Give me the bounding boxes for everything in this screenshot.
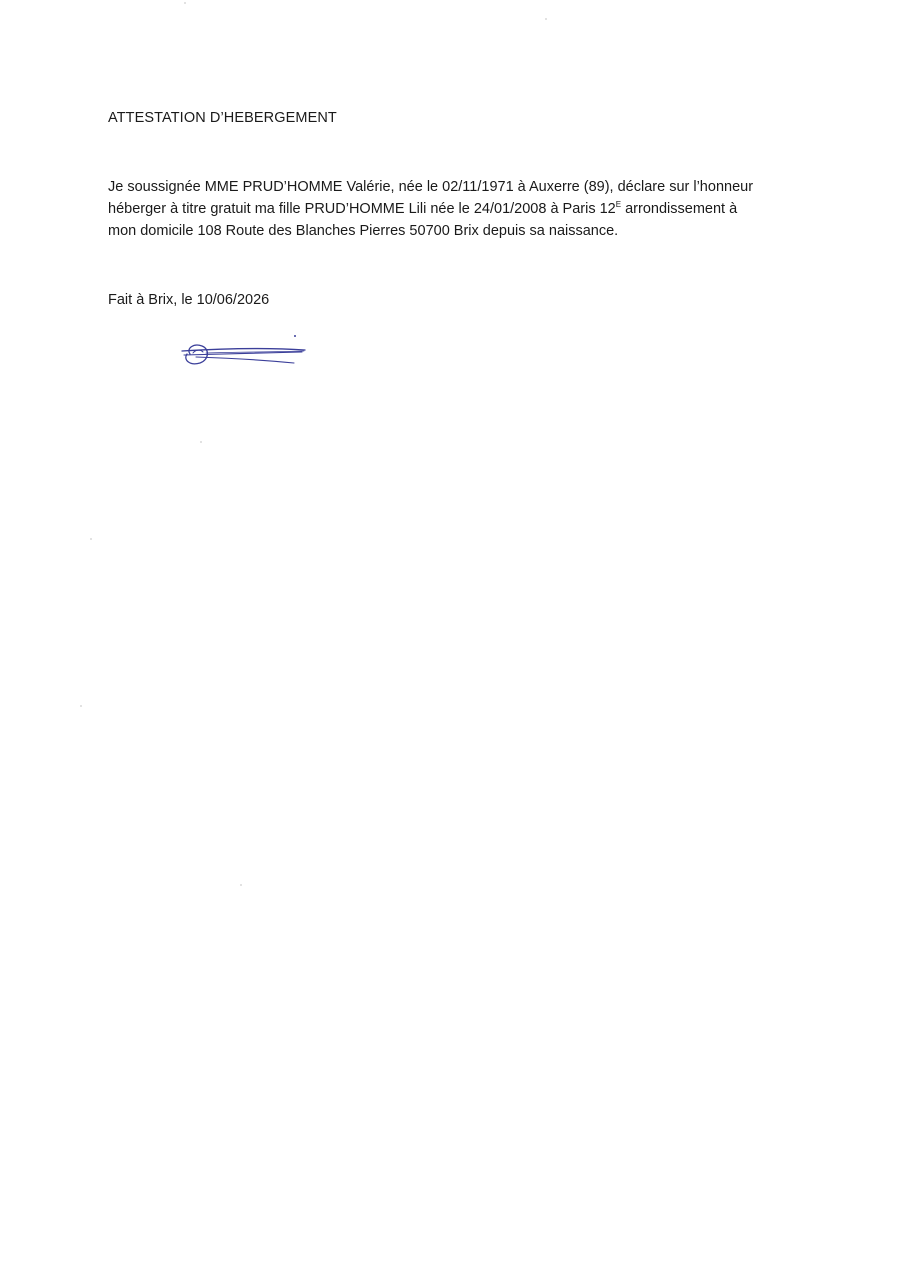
scan-speck [200, 441, 202, 443]
scan-speck [545, 18, 547, 20]
scan-speck [90, 538, 92, 540]
handwritten-signature [176, 330, 312, 374]
scan-speck [80, 705, 82, 707]
declaration-line-1: Je soussignée MME PRUD’HOMME Valérie, née le 02/11/1971 à Auxerre (89), déclare sur l’honneur [108, 179, 754, 195]
declaration-line-2-text: héberger à titre gratuit ma fille PRUD’HOMME Lili née le 24/01/2008 à Paris 12 [108, 201, 616, 217]
declaration-line-3: mon domicile 108 Route des Blanches Pierres 50700 Brix depuis sa naissance. [108, 223, 619, 239]
document-title: ATTESTATION D’HEBERGEMENT [108, 110, 337, 126]
arrondissement-superscript: E [615, 200, 622, 210]
place-and-date: Fait à Brix, le 10/06/2026 [108, 292, 270, 308]
scan-speck [184, 2, 186, 4]
declaration-line-2-end: arrondissement à [621, 201, 738, 217]
declaration-paragraph [108, 176, 808, 242]
scan-speck [240, 884, 242, 886]
declaration-line-2 [108, 198, 808, 220]
